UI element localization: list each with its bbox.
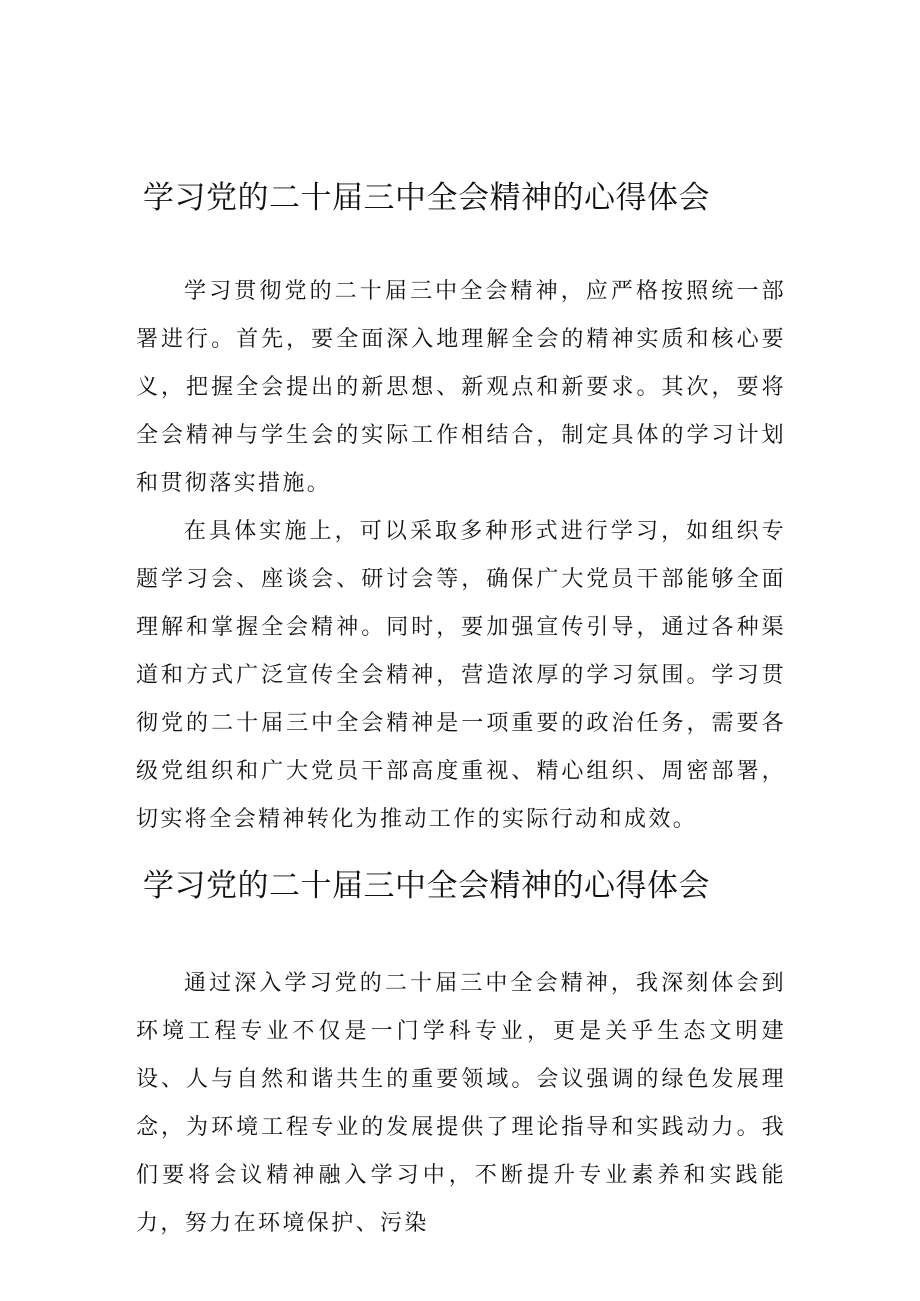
section-2-body [136,960,786,1248]
section-1-body [136,268,786,844]
section-1-paragraph-1: 学习贯彻党的二十届三中全会精神，应严格按照统一部署进行。首先，要全面深入地理解全会的精神实质和核心要义，把握全会提出的新思想、新观点和新要求。其次，要将全会精神与学生会的实际工作相结合，制定具体的学习计划和贯彻落实措施。 [136,279,786,496]
section-1-paragraph-2: 在具体实施上，可以采取多种形式进行学习，如组织专题学习会、座谈会、研讨会等，确保广大党员干部能够全面理解和掌握全会精神。同时，要加强宣传引导，通过各种渠道和方式广泛宣传全会精神，营造浓厚的学习氛围。学习贯彻党的二十届三中全会精神是一项重要的政治任务，需要各级党组织和广大党员干部高度重视、精心组织、周密部署，切实将全会精神转化为推动工作的实际行动和成效。 [136,519,786,832]
section-1-title: 学习党的二十届三中全会精神的心得体会 [143,180,710,216]
section-2-paragraph-1: 通过深入学习党的二十届三中全会精神，我深刻体会到环境工程专业不仅是一门学科专业，更是关乎生态文明建设、人与自然和谐共生的重要领域。会议强调的绿色发展理念，为环境工程专业的发展提供了理论指导和实践动力。我们要将会议精神融入学习中，不断提升专业素养和实践能力，努力在环境保护、污染 [136,971,786,1236]
section-2-title: 学习党的二十届三中全会精神的心得体会 [143,868,710,904]
